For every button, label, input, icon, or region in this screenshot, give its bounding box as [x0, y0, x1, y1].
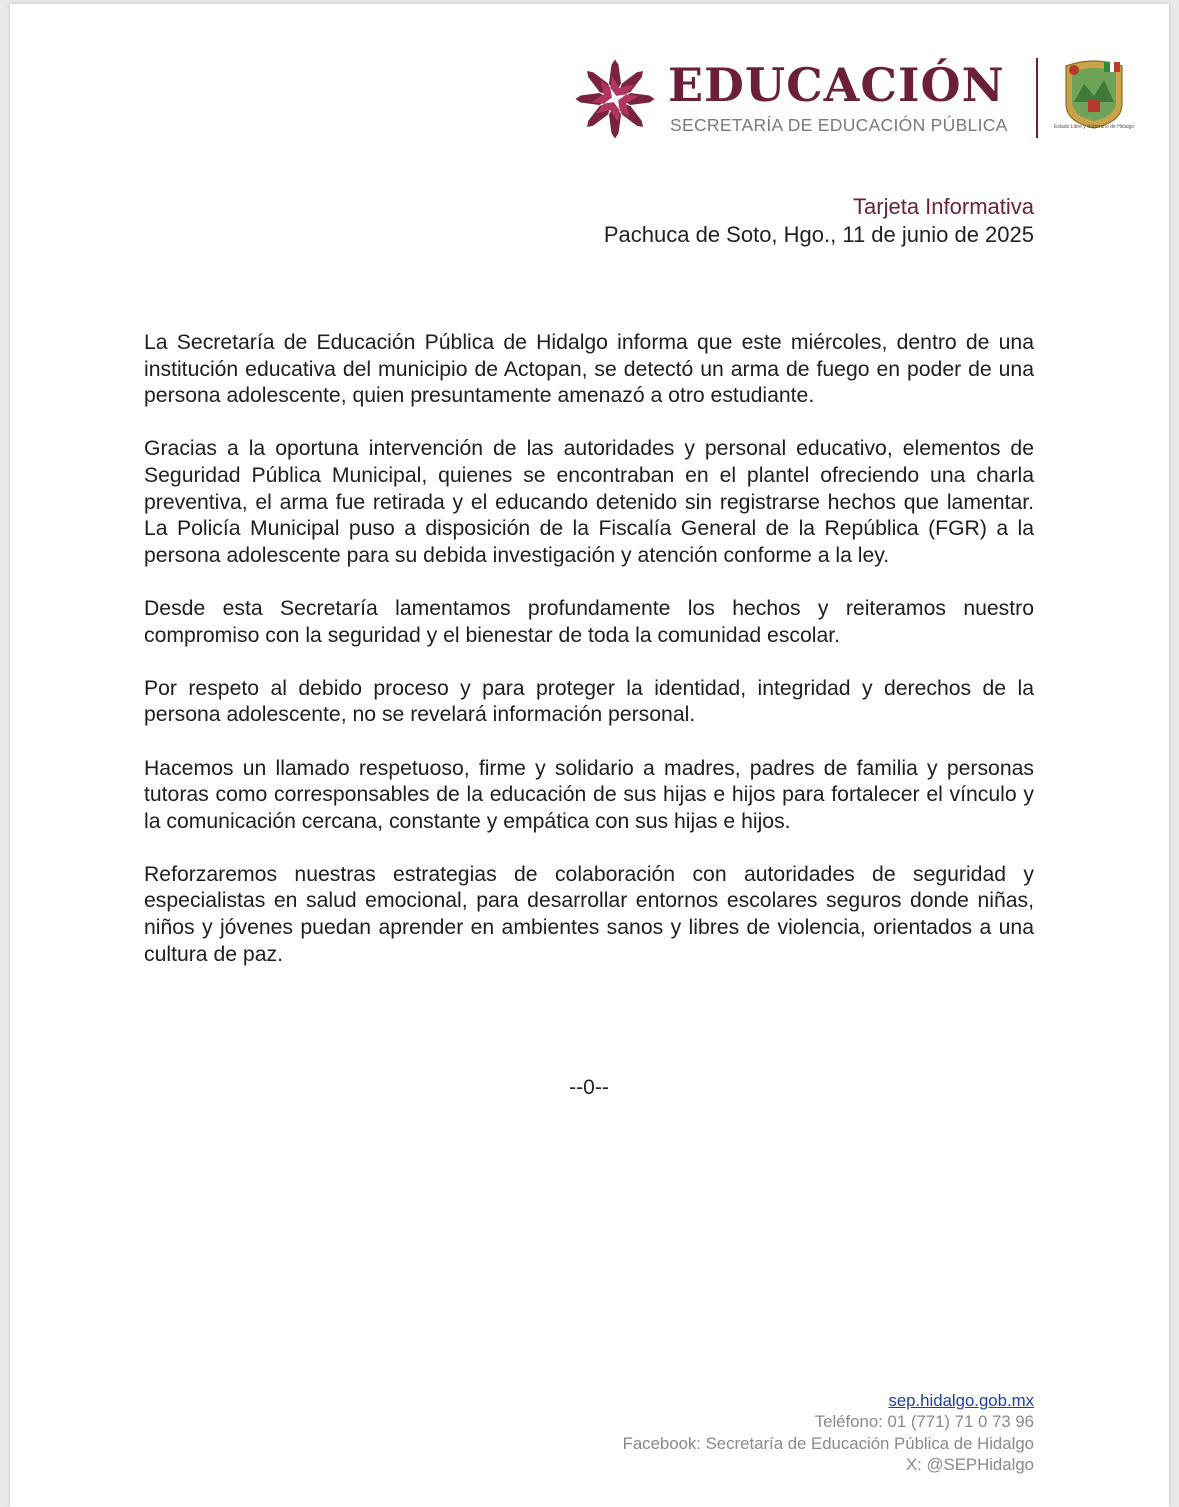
closing-mark: --0--	[569, 1076, 609, 1099]
website-link[interactable]: sep.hidalgo.gob.mx	[888, 1391, 1034, 1410]
seal-caption: Estado Libre y Soberano de Hidalgo	[1053, 124, 1135, 130]
letterhead-subtitle: SECRETARÍA DE EDUCACIÓN PÚBLICA	[670, 115, 1008, 135]
footer-contact	[623, 1390, 1034, 1475]
letterhead	[558, 38, 1138, 148]
education-star-logo-icon	[572, 56, 658, 142]
letterhead-divider	[1036, 58, 1038, 138]
document-page	[10, 4, 1169, 1507]
body-paragraph: La Secretaría de Educación Pública de Hidalgo informa que este miércoles, dentro de una institución educativa del municipio de Actopan, se detectó un arma de fuego en poder de una persona adolescente, quien presuntamente amenazó a otro estudiante.	[144, 331, 1034, 408]
body-paragraph: Desde esta Secretaría lamentamos profundamente los hechos y reiteramos nuestro compromiso con la seguridad y el bienestar de toda la comunidad escolar.	[144, 596, 1034, 647]
body-paragraph: Por respeto al debido proceso y para proteger la identidad, integridad y derechos de la persona adolescente, no se revelará información personal.	[144, 676, 1034, 727]
body-paragraph: Hacemos un llamado respetuoso, firme y solidario a madres, padres de familia y personas tutoras como corresponsables de la educación de sus hijas e hijos para fortalecer el vínculo y la comunicación cercana, constante y empática con sus hijas e hijos.	[144, 756, 1034, 833]
body-paragraph: Reforzaremos nuestras estrategias de colaboración con autoridades de seguridad y especialistas en salud emocional, para desarrollar entornos escolares seguros donde niñas, niños y jóvenes puedan aprender en ambientes sanos y libres de violencia, orientados a una cultura de paz.	[144, 862, 1034, 966]
body-paragraph: Gracias a la oportuna intervención de las autoridades y personal educativo, elementos de Seguridad Pública Municipal, quienes se encontraban en el plantel ofreciendo una charla preventiva, el arma fue retirada y el educando detenido sin registrarse hechos que lamentar. La Policía Municipal puso a disposición de la Fiscalía General de la República (FGR) a la persona adolescente para su debida investigación y atención conforme a la ley.	[144, 437, 1034, 567]
letterhead-title: EDUCACIÓN	[668, 58, 1005, 112]
facebook-text: Facebook: Secretaría de Educación Pública de Hidalgo	[622, 1433, 1034, 1453]
place-and-date: Pachuca de Soto, Hgo., 11 de junio de 2025	[603, 222, 1034, 247]
document-body	[144, 330, 1034, 995]
phone-text: Teléfono: 01 (771) 71 0 73 96	[814, 1412, 1034, 1432]
x-handle-text: X: @SEPHidalgo	[905, 1454, 1034, 1474]
document-type-label: Tarjeta Informativa	[853, 194, 1034, 219]
